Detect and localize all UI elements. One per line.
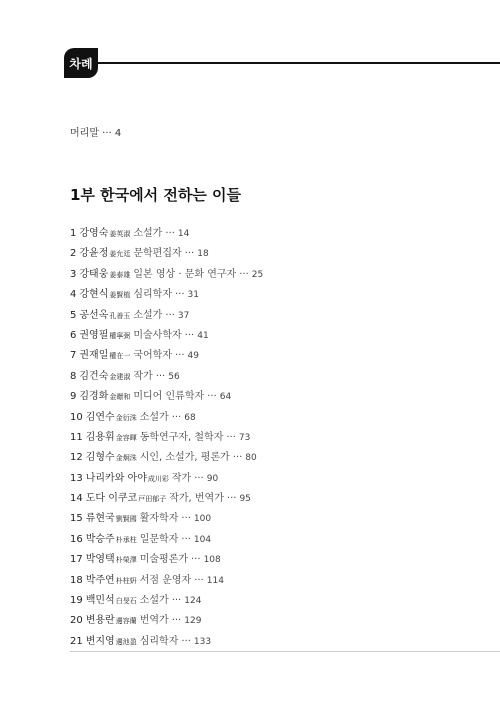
part-title: 1부 한국에서 전하는 이들 <box>70 186 242 204</box>
preface-label: 머리말 <box>70 128 99 139</box>
entry-name: 백민석 <box>85 595 115 607</box>
toc-entry[interactable] <box>70 448 263 468</box>
toc-entry[interactable] <box>70 285 263 305</box>
page-number: 129 <box>184 616 202 627</box>
entry-name: 김건숙 <box>79 370 109 382</box>
page-number: 73 <box>238 432 251 443</box>
page-number: 14 <box>177 229 190 239</box>
entry-role: 번역가 <box>139 615 169 627</box>
entry-name: 강윤정 <box>79 248 109 260</box>
leader-dots: ··· <box>165 309 175 321</box>
entry-role: 일본 영상 · 문화 연구자 <box>133 268 237 280</box>
entry-hanja: 姜泰雄 <box>109 270 131 279</box>
leader-dots: ··· <box>226 431 236 443</box>
leader-dots: ··· <box>171 595 182 607</box>
page-number: 95 <box>239 494 251 505</box>
toc-entry[interactable] <box>70 611 263 631</box>
leader-dots: ··· <box>184 329 195 341</box>
entry-name: 류현국 <box>85 513 115 525</box>
page-number: 114 <box>206 575 224 586</box>
page-number: 68 <box>184 412 196 423</box>
toc-entry[interactable] <box>70 591 263 611</box>
entry-hanja: 邊池盈 <box>115 637 137 646</box>
entry-hanja: 成川彩 <box>147 474 169 483</box>
leader-dots: ··· <box>181 635 191 647</box>
page-number: 104 <box>193 534 212 545</box>
toc-badge: 차례 <box>64 48 98 78</box>
entry-role: 시인, 소설가, 평론가 <box>139 452 230 464</box>
page-number: 108 <box>203 555 221 566</box>
entry-name: 강영숙 <box>79 228 109 239</box>
entry-number: 21 <box>70 635 83 647</box>
entry-hanja: 權在一 <box>109 352 131 361</box>
leader-dots: ··· <box>194 574 204 586</box>
entry-hanja: 金暻和 <box>109 393 131 402</box>
entry-number: 19 <box>70 595 83 607</box>
toc-entry[interactable] <box>70 306 263 326</box>
page-number: 31 <box>187 290 199 301</box>
entry-role: 심리학자 <box>139 635 179 647</box>
toc-entry-list <box>70 224 263 652</box>
entry-number: 4 <box>70 289 77 301</box>
leader-dots: ··· <box>226 493 237 505</box>
entry-number: 2 <box>70 248 77 260</box>
leader-dots: ··· <box>175 350 185 362</box>
page-number: 56 <box>168 371 180 382</box>
leader-dots: ··· <box>171 615 182 627</box>
leader-dots: ··· <box>165 228 175 239</box>
page-number: 4 <box>114 128 122 139</box>
entry-hanja: 白旻石 <box>115 597 137 606</box>
entry-name: 박영택 <box>85 554 115 566</box>
entry-name: 강현식 <box>79 289 109 301</box>
leader-dots: ··· <box>232 452 243 464</box>
toc-entry[interactable] <box>70 571 263 591</box>
leader-dots: ··· <box>194 472 204 484</box>
entry-number: 1 <box>70 228 77 239</box>
page-number: 37 <box>177 310 190 321</box>
entry-name: 박승주 <box>85 533 115 545</box>
entry-hanja: 金建淑 <box>109 372 131 381</box>
page-number: 49 <box>187 351 199 362</box>
entry-name: 변용란 <box>85 615 115 627</box>
entry-name: 나리카와 아야 <box>85 472 147 484</box>
entry-name: 권영필 <box>79 329 109 341</box>
entry-name: 김연수 <box>85 411 115 423</box>
entry-hanja: 戸田郁子 <box>138 495 167 504</box>
toc-entry[interactable] <box>70 469 263 489</box>
page-number: 133 <box>193 636 212 647</box>
entry-name: 도다 이쿠코 <box>85 493 138 505</box>
entry-hanja: 金容暉 <box>115 433 137 442</box>
entry-number: 17 <box>70 554 83 566</box>
toc-entry[interactable] <box>70 367 263 387</box>
entry-number: 16 <box>70 533 83 545</box>
entry-name: 김경화 <box>79 391 109 403</box>
leader-dots: ··· <box>102 128 112 139</box>
leader-dots: ··· <box>184 248 195 260</box>
page-number: 25 <box>251 269 264 280</box>
toc-entry[interactable] <box>70 509 263 529</box>
leader-dots: ··· <box>191 554 201 566</box>
entry-number: 6 <box>70 329 77 341</box>
entry-role: 미술평론가 <box>139 554 189 566</box>
entry-number: 15 <box>70 513 83 525</box>
toc-entry[interactable] <box>70 326 263 346</box>
entry-role: 국어학자 <box>133 350 172 362</box>
entry-role: 서점 운영자 <box>139 574 192 586</box>
entry-number: 18 <box>70 574 83 586</box>
leader-dots: ··· <box>239 268 249 280</box>
leader-dots: ··· <box>155 370 166 382</box>
page-number: 18 <box>197 249 209 260</box>
entry-role: 문학편집자 <box>133 248 182 260</box>
entry-number: 3 <box>70 268 77 280</box>
entry-name: 강태웅 <box>79 268 109 280</box>
toc-entry[interactable] <box>70 530 263 550</box>
page-number: 124 <box>184 596 202 607</box>
entry-role: 작가, 번역가 <box>169 493 224 505</box>
entry-hanja: 姜英淑 <box>109 230 131 238</box>
entry-number: 7 <box>70 350 77 362</box>
entry-number: 9 <box>70 391 77 403</box>
toc-entry[interactable] <box>70 550 263 570</box>
entry-role: 소설가 <box>139 595 169 607</box>
header-rule <box>98 62 500 64</box>
entry-hanja: 姜允廷 <box>109 250 131 259</box>
entry-number: 14 <box>70 493 83 505</box>
entry-number: 20 <box>70 615 83 627</box>
entry-hanja: 金炯洙 <box>115 454 137 463</box>
entry-role: 소설가 <box>133 309 163 321</box>
toc-entry[interactable] <box>70 346 263 366</box>
page-number: 41 <box>197 330 209 341</box>
toc-entry[interactable] <box>70 428 263 448</box>
toc-entry[interactable] <box>70 244 263 264</box>
leader-dots: ··· <box>181 533 191 545</box>
entry-name: 김용휘 <box>85 431 115 443</box>
entry-name: 공선옥 <box>79 309 109 321</box>
entry-hanja: 姜賢植 <box>109 291 131 300</box>
entry-hanja: 孔善玉 <box>109 311 131 320</box>
page-number: 80 <box>245 453 257 464</box>
toc-entry[interactable] <box>70 408 263 428</box>
entry-hanja: 朴榮澤 <box>115 556 137 565</box>
entry-role: 소설가 <box>133 228 163 239</box>
toc-entry[interactable] <box>70 387 263 407</box>
toc-entry[interactable] <box>70 265 263 285</box>
entry-name: 김형수 <box>85 452 115 464</box>
entry-name: 권재일 <box>79 350 109 362</box>
entry-hanja: 劉賢國 <box>115 515 137 524</box>
entry-hanja: 權寧弼 <box>109 331 131 340</box>
entry-role: 동학연구자, 철학자 <box>139 431 224 443</box>
entry-role: 심리학자 <box>133 289 172 301</box>
entry-name: 박주연 <box>85 574 115 586</box>
entry-hanja: 朴承柱 <box>115 535 137 544</box>
leader-dots: ··· <box>175 289 185 301</box>
entry-hanja: 邊容蘭 <box>115 617 137 626</box>
entry-number: 12 <box>70 452 83 464</box>
page-number: 90 <box>206 473 219 484</box>
toc-entry[interactable] <box>70 632 263 652</box>
entry-role: 미술사학자 <box>133 329 182 341</box>
entry-number: 5 <box>70 309 77 321</box>
entry-number: 13 <box>70 472 83 484</box>
entry-role: 일문학자 <box>139 533 179 545</box>
entry-role: 작가 <box>171 472 192 484</box>
entry-hanja: 朴柱姸 <box>115 576 137 585</box>
entry-number: 8 <box>70 370 77 382</box>
page-number: 64 <box>219 392 232 403</box>
toc-entry[interactable] <box>70 489 263 509</box>
entry-role: 소설가 <box>139 411 169 423</box>
preface-entry[interactable] <box>70 124 121 139</box>
leader-dots: ··· <box>171 411 182 423</box>
entry-number: 10 <box>70 411 83 423</box>
footer-rule <box>70 651 500 652</box>
entry-number: 11 <box>70 431 83 443</box>
entry-role: 미디어 인류학자 <box>133 391 205 403</box>
leader-dots: ··· <box>181 513 191 525</box>
entry-role: 작가 <box>133 370 153 382</box>
entry-name: 변지영 <box>85 635 115 647</box>
leader-dots: ··· <box>207 391 217 403</box>
entry-role: 활자학자 <box>139 513 179 525</box>
toc-entry[interactable] <box>70 224 263 244</box>
page-number: 100 <box>193 514 212 525</box>
entry-hanja: 金衍洙 <box>115 413 137 422</box>
